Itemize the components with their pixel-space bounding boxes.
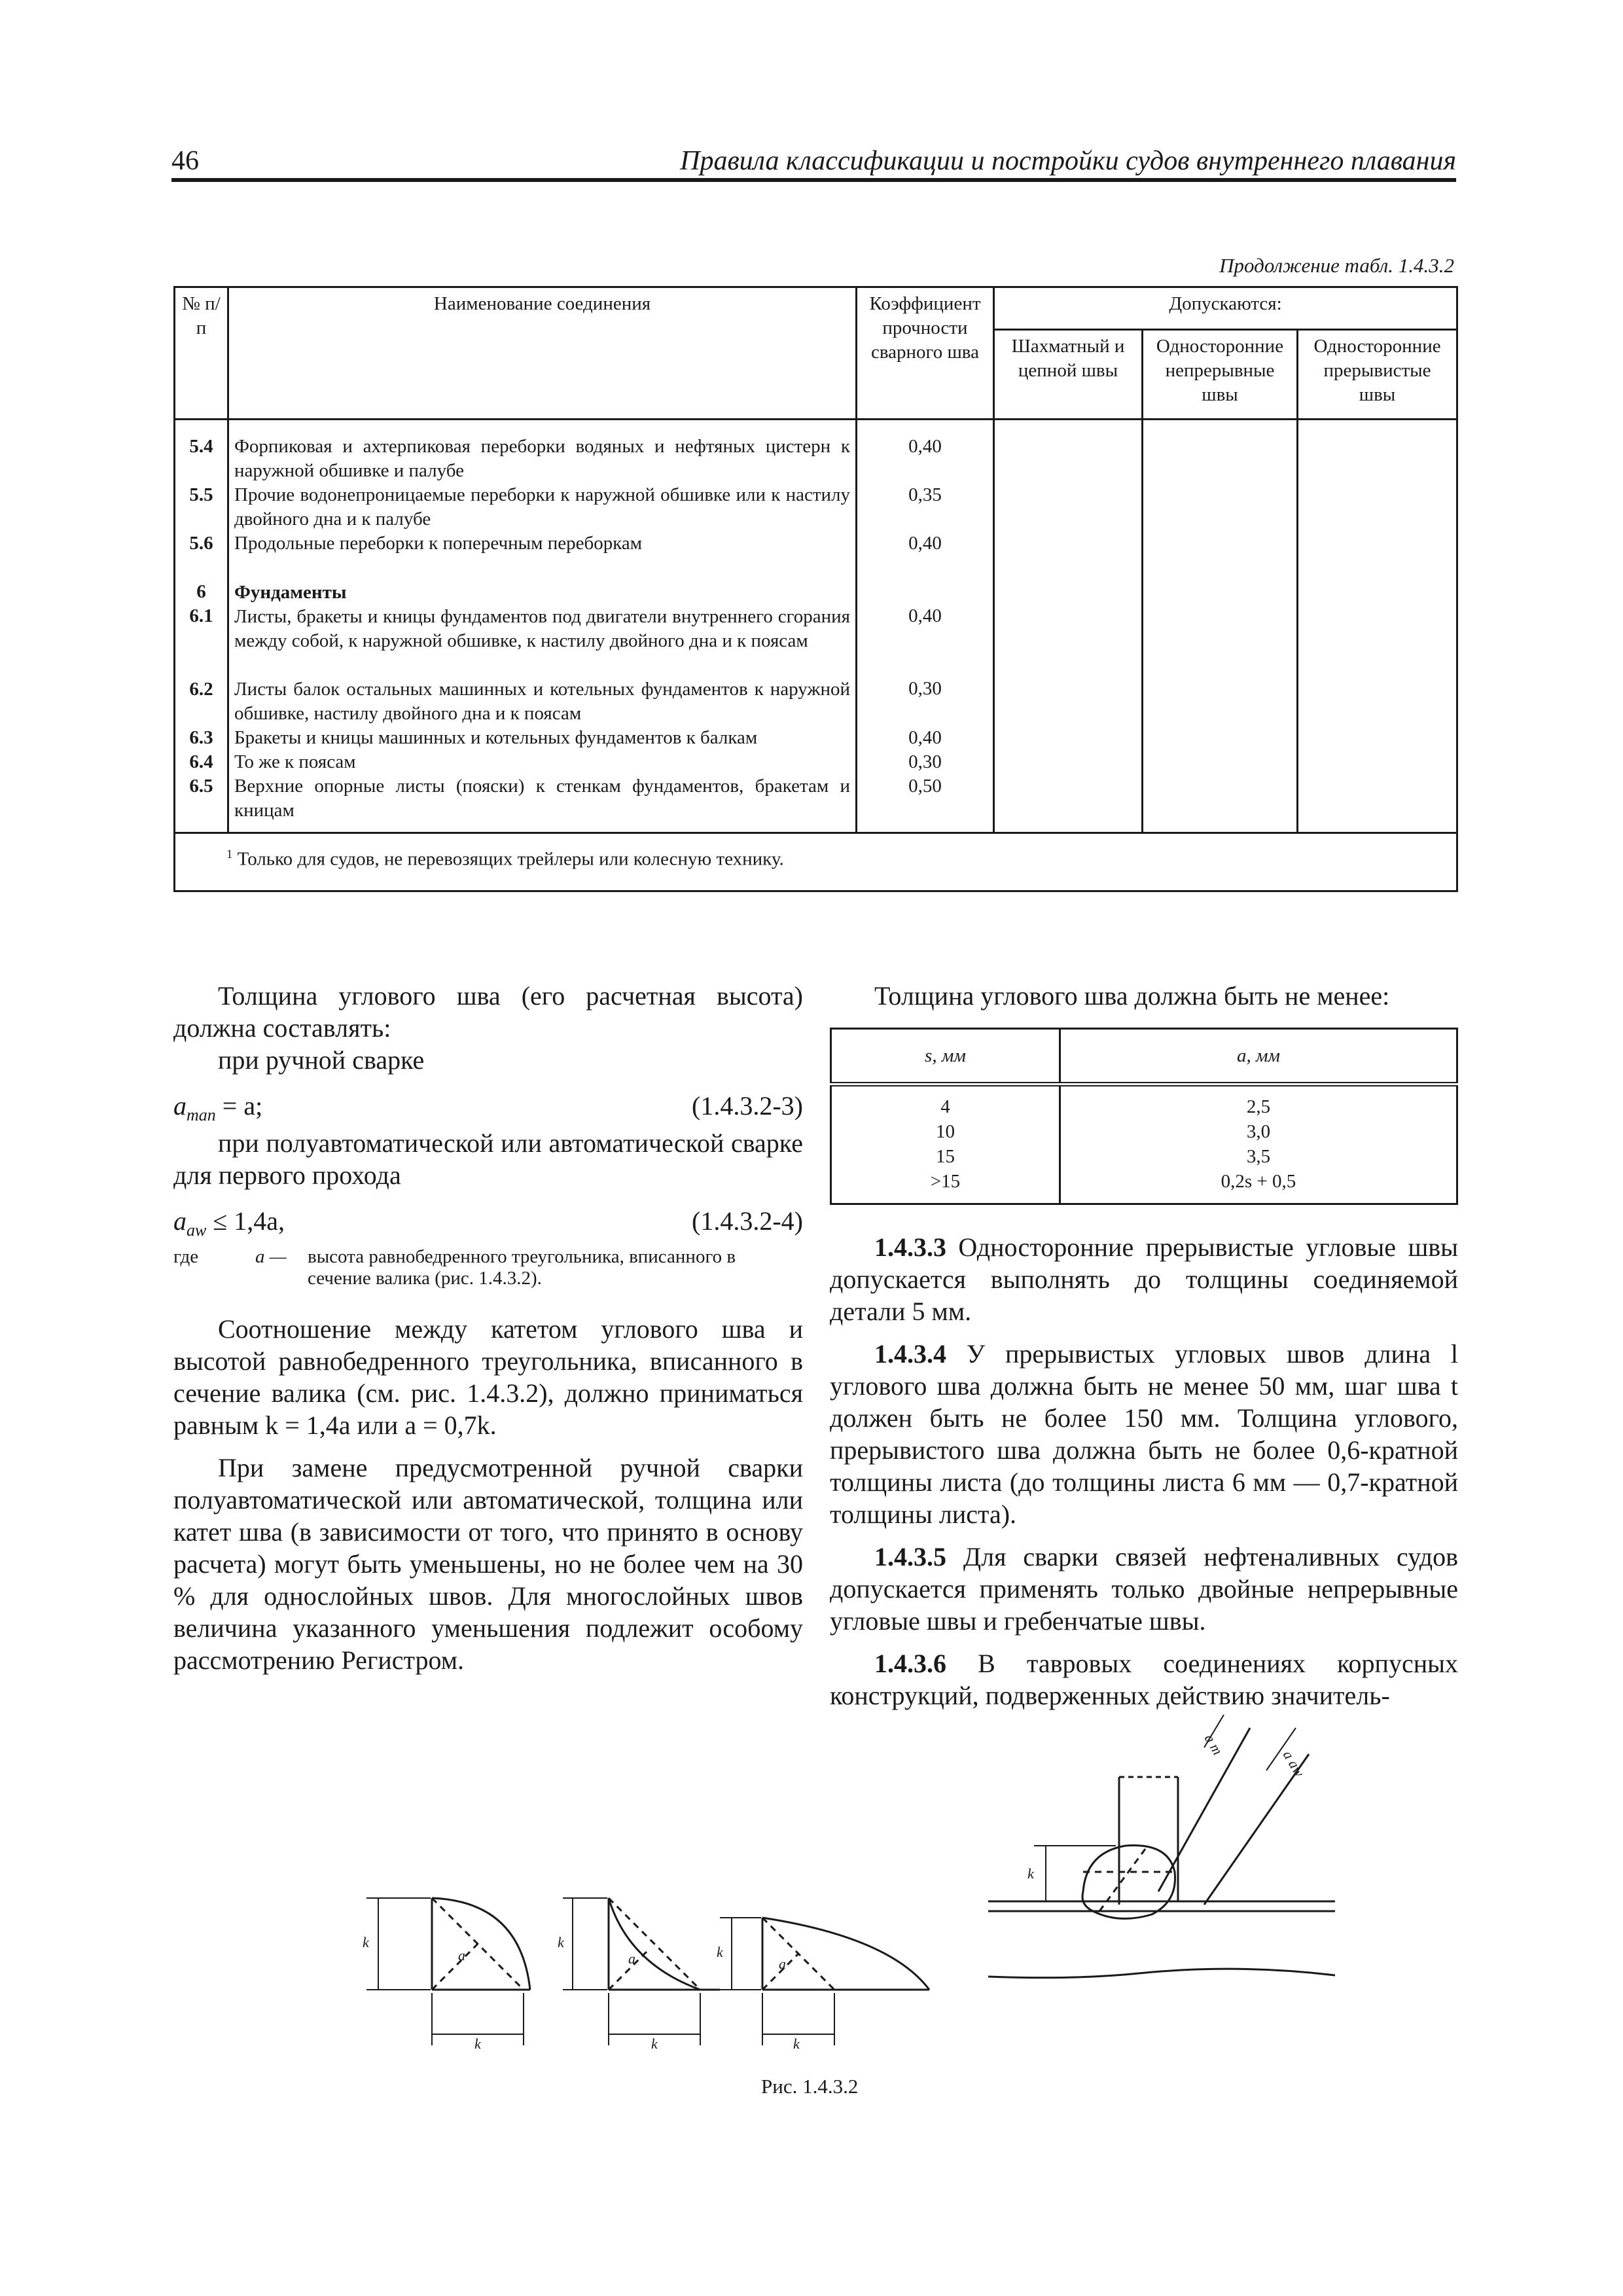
weld-profile-elongated	[720, 1918, 929, 2045]
min-throat-table	[830, 1028, 1458, 1205]
row-name: Продольные переборки к поперечным переборкам	[234, 533, 643, 554]
table-row	[175, 420, 1457, 833]
col-header-continuous: Односторонние непрерывные швы	[1143, 330, 1298, 420]
cell-s: 15	[935, 1146, 955, 1167]
col-header-allowed: Допускаются:	[994, 287, 1457, 330]
row-coef: 0,30	[908, 751, 942, 772]
cell-empty	[994, 420, 1143, 833]
cell-s: 4	[940, 1096, 950, 1117]
label-aaw: a aw	[1279, 1748, 1308, 1780]
cell-a: 0,2s + 0,5	[1221, 1171, 1296, 1192]
col-header-a: a, мм	[1060, 1029, 1457, 1085]
row-name: Форпиковая и ахтерпиковая переборки водяных и нефтяных цистерн к наружной обшивке и палубе	[234, 436, 850, 482]
row-num: 6.4	[189, 751, 213, 772]
clause-1-4-3-3: 1.4.3.3 Односторонние прерывистые угловые швы допускается выполнять до толщины соединяемой детали 5 мм.	[830, 1232, 1458, 1326]
row-name: Верхние опорные листы (пояски) к стенкам фундаментов, бракетам и кницам	[234, 776, 850, 821]
row-coef: 0,40	[908, 436, 942, 457]
col-header-coef: Коэффициент прочности сварного шва	[857, 287, 994, 420]
row-coef: 0,35	[908, 484, 942, 506]
figure-caption: Рис. 1.4.3.2	[761, 2075, 859, 2098]
label-k: k	[363, 1934, 369, 1950]
row-num: 5.4	[189, 436, 213, 457]
label-a: a	[458, 1947, 465, 1964]
label-a: a	[628, 1950, 635, 1967]
row-name-section: Фундаменты	[234, 581, 347, 603]
table-footnote: $^1$ Только для судов, не перевозящих трейлеры или колесную технику.	[175, 833, 1457, 891]
paragraph: При замене предусмотренной ручной сварки полуавтоматической или автоматической, толщина или катет шва (в зависимости от того, что принято в основу расчета) могут быть уменьшены, но не более чем на 30 % для однослойных швов. Для многослойных швов величина указанного уменьшения подлежит особому рассмотрению Регистром.	[173, 1453, 803, 1675]
row-num: 6.1	[189, 605, 213, 627]
row-num: 5.6	[189, 533, 213, 554]
running-title: Правила классификации и постройки судов внутреннего плавания	[680, 146, 1456, 176]
row-coef: 0,50	[908, 775, 942, 797]
weld-profile-concave	[563, 1898, 720, 2045]
formula-1-4-3-2-4: $a_{aw} \le 1,4a$, (1.4.3.2-4)	[173, 1206, 803, 1240]
table-continuation-label: Продолжение табл. 1.4.3.2	[1219, 254, 1454, 277]
page-number: 46	[171, 146, 199, 176]
row-coef: 0,40	[908, 605, 942, 627]
col-header-staggered: Шахматный и цепной швы	[994, 330, 1143, 420]
formula-1-4-3-2-3: $a_{man} = a$; (1.4.3.2-3)	[173, 1091, 803, 1124]
row-num: 6.3	[189, 726, 213, 748]
paragraph: Толщина углового шва (его расчетная высота) должна составлять:	[173, 981, 803, 1043]
col-header-intermittent: Односторонние прерывистые швы	[1298, 330, 1457, 420]
fillet-weld-figure	[353, 1715, 1472, 2055]
row-name: То же к поясам	[234, 751, 356, 772]
cell-a: 2,5	[1246, 1096, 1271, 1117]
cell-s: 10	[935, 1121, 955, 1142]
label-k: k	[793, 2036, 800, 2052]
paragraph: Соотношение между катетом углового шва и высотой равнобедренного треугольника, вписанного в сечение валика (см. рис. 1.4.3.2), должно приниматься равным k = 1,4a или a = 0,7k.	[173, 1314, 803, 1440]
label-am: a m	[1201, 1731, 1226, 1758]
row-num: 6.5	[189, 775, 213, 797]
cell-empty	[1143, 420, 1298, 833]
clause-1-4-3-4: 1.4.3.4 У прерывистых угловых швов длина l углового шва должна быть не менее 50 мм, шаг шва t должен быть не более 150 мм. Толщина углового, прерывистого шва должна быть не более 0,6-кратной толщины листа (до толщины листа 6 мм — 0,7-кратной толщины листа).	[830, 1339, 1458, 1529]
header-rule	[171, 178, 1456, 182]
paragraph: при полуавтоматической или автоматической сварке для первого прохода	[173, 1128, 803, 1190]
label-k: k	[1027, 1865, 1034, 1882]
col-header-s: s, мм	[831, 1029, 1060, 1085]
row-num: 6.2	[189, 678, 213, 700]
row-coef	[863, 580, 988, 604]
label-k: k	[717, 1944, 723, 1960]
row-coef: 0,40	[908, 726, 942, 748]
weld-profile-convex	[366, 1898, 530, 2045]
label-k: k	[474, 2036, 481, 2052]
cell-a: 3,0	[1246, 1121, 1271, 1142]
cell-a: 3,5	[1246, 1146, 1271, 1167]
row-coef: 0,40	[908, 533, 942, 554]
clause-1-4-3-6: 1.4.3.6 В тавровых соединениях корпусных конструкций, подверженных действию значитель-	[830, 1649, 1458, 1710]
row-num: 6	[196, 581, 206, 603]
label-k: k	[558, 1934, 564, 1950]
weld-strength-table	[173, 286, 1458, 892]
label-k: k	[651, 2036, 658, 2052]
col-header-num: № п/п	[175, 287, 228, 420]
left-column	[173, 980, 803, 1676]
row-name: Прочие водонепроницаемые переборки к наружной обшивке или к настилу двойного дна и к палубе	[234, 484, 850, 530]
paragraph: Толщина углового шва должна быть не менее:	[874, 981, 1390, 1011]
row-name: Листы балок остальных машинных и котельных фундаментов к наружной обшивке, настилу двойного дна и к поясам	[234, 678, 850, 724]
row-name: Бракеты и кницы машинных и котельных фундаментов к балкам	[234, 726, 758, 748]
row-coef: 0,30	[908, 678, 942, 700]
where-note: где a — высота равнобедренного треугольника, вписанного в сечение валика (рис. 1.4.3.2).	[173, 1246, 736, 1289]
row-name: Листы, бракеты и кницы фундаментов под двигатели внутреннего сгорания между собой, к наружной обшивке, к настилу двойного дна и к поясам	[234, 605, 850, 651]
col-header-name: Наименование соединения	[228, 287, 857, 420]
cell-s: >15	[930, 1171, 961, 1192]
cell-empty	[1298, 420, 1457, 833]
row-num: 5.5	[189, 484, 213, 506]
label-a: a	[779, 1956, 786, 1972]
right-column	[830, 980, 1458, 1712]
clause-1-4-3-5: 1.4.3.5 Для сварки связей нефтеналивных судов допускается применять только двойные непрерывные угловые швы и гребенчатые швы.	[830, 1542, 1458, 1636]
paragraph: при ручной сварке	[218, 1045, 425, 1075]
